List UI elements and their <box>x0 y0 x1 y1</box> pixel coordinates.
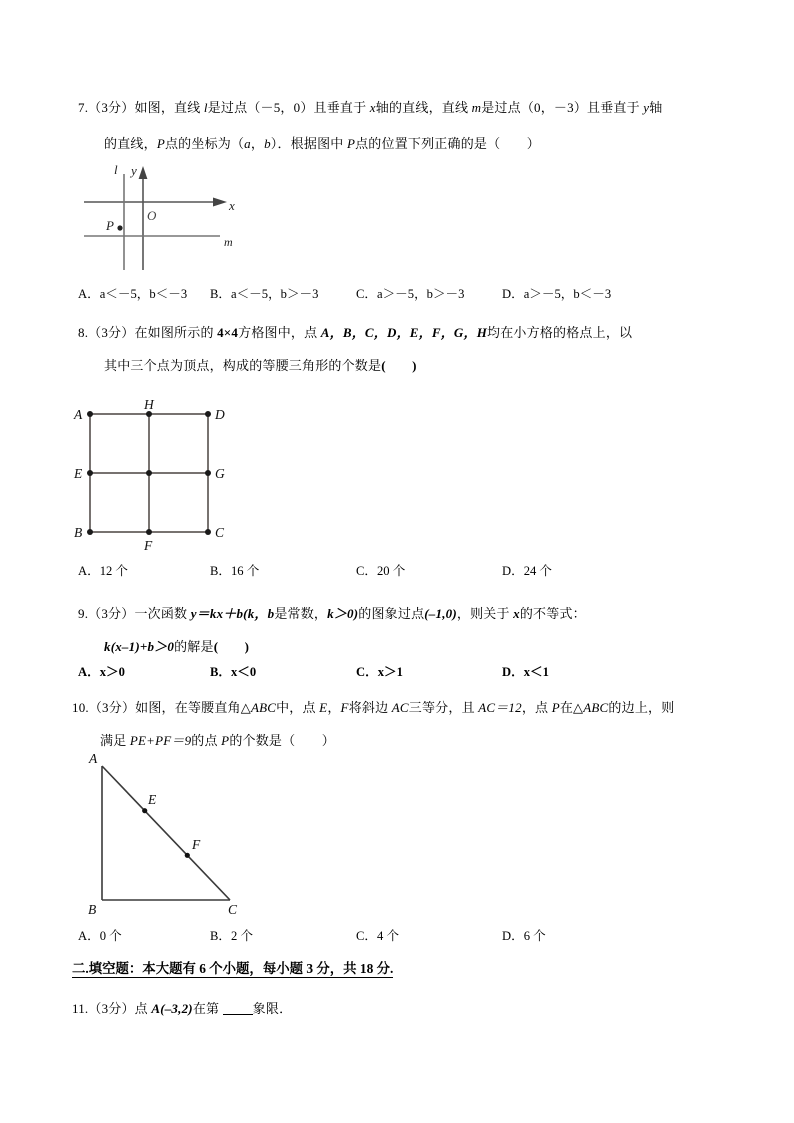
label-point-C: C <box>215 525 225 540</box>
label-point-H: H <box>144 397 154 412</box>
label-vertex-A: A <box>89 751 98 766</box>
label-point-G: G <box>215 466 225 481</box>
q8-grid-size: 4×4 <box>217 325 239 340</box>
q8-text-b: 方格图中，点 <box>238 325 321 340</box>
question-7-line-2 <box>104 131 540 157</box>
q9-l2-a: 的解是 <box>174 639 214 654</box>
q9-k-cond: k＞0) <box>327 606 359 621</box>
q11-text-b: 在第 <box>192 1001 223 1016</box>
q8-answer-paren: ( ) <box>381 358 417 373</box>
q10-option-c[interactable]: C．4 个 <box>356 929 400 943</box>
q10-condition: PE+PF＝9 <box>129 733 192 748</box>
q7-var-m: m <box>471 100 482 115</box>
label-vertex-B: B <box>88 902 97 917</box>
q10-text-f2: ，点 <box>521 700 552 715</box>
label-point-E: E <box>74 466 83 481</box>
q8-option-b[interactable]: B．16 个 <box>210 564 260 578</box>
q10-triangle-abc: ABC <box>250 700 277 715</box>
q10-point-p: P <box>551 700 560 715</box>
q10-option-d[interactable]: D．6 个 <box>502 929 546 943</box>
label-origin: O <box>147 208 157 223</box>
q8-point-list: A，B，C，D，E，F，G，H <box>320 325 488 340</box>
q7-text-c: 轴的直线，直线 <box>375 100 472 115</box>
label-point-A: A <box>74 407 83 422</box>
q7-text-a: 7.（3分）如图，直线 <box>78 100 204 115</box>
q8-text-a: 8.（3分）在如图所示的 <box>78 325 218 340</box>
figure-q8-square-grid <box>68 398 258 553</box>
q10-l2-point-p: P <box>221 733 230 748</box>
label-line-l: l <box>114 162 118 177</box>
q11-text-c: 象限． <box>252 1001 293 1016</box>
question-8-line-1 <box>78 320 632 346</box>
q9-option-a[interactable]: A．x＞0 <box>78 665 125 679</box>
label-x-axis: x <box>229 198 235 213</box>
q7-l2-a: 的直线， <box>104 136 157 151</box>
q9-option-c[interactable]: C．x＞1 <box>356 665 403 679</box>
section-header-label: 二.填空题：本大题有 6 个小题，每小题 3 分，共 18 分. <box>72 961 394 976</box>
question-9-line-2 <box>104 634 249 660</box>
q9-answer-paren: ( ) <box>213 639 250 654</box>
q7-l2-var-b: b <box>264 136 271 151</box>
q10-l2-a: 满足 <box>100 733 130 748</box>
label-line-m: m <box>224 235 233 249</box>
label-point-B: B <box>74 525 83 540</box>
label-vertex-C: C <box>228 902 238 917</box>
q7-option-d[interactable]: D．a＞－5，b＜－3 <box>502 287 612 301</box>
q8-option-c[interactable]: C．20 个 <box>356 564 406 578</box>
q7-l2-c: ， <box>250 136 265 151</box>
point-p-marker <box>117 225 122 230</box>
q10-l2-c: 的个数是（ ） <box>229 733 335 748</box>
q8-option-d[interactable]: D．24 个 <box>502 564 553 578</box>
q9-function: y＝kx＋b(k，b <box>190 606 275 621</box>
q10-text-b: 中，点 <box>276 700 320 715</box>
q10-text-a: 10.（3分）如图，在等腰直角△ <box>72 700 251 715</box>
q10-seg-ac: AC <box>391 700 409 715</box>
question-8-line-2 <box>104 353 417 379</box>
q10-text-h: 的边上，则 <box>608 700 675 715</box>
question-11-line-1 <box>72 996 292 1022</box>
q7-var-x: x <box>369 100 376 115</box>
q9-text-d: ，则关于 <box>456 606 514 621</box>
q8-text-c: 均在小方格的格点上，以 <box>487 325 633 340</box>
q8-l2-a: 其中三个点为顶点，构成的等腰三角形的个数是 <box>104 358 382 373</box>
q10-point-e: E <box>319 700 328 715</box>
q10-option-b[interactable]: B．2 个 <box>210 929 254 943</box>
q7-l2-d: ）．根据图中 <box>270 136 347 151</box>
q9-inequality: k(x–1)+b＞0 <box>104 639 175 654</box>
label-point-F: F <box>192 837 201 852</box>
q7-l2-var-p: P <box>156 136 165 151</box>
question-9-line-1 <box>78 601 586 627</box>
q7-option-b[interactable]: B．a＜－5，b＞－3 <box>210 287 319 301</box>
q10-point-f: F <box>340 700 349 715</box>
q10-triangle-abc-2: ABC <box>583 700 609 715</box>
q10-ac-length: AC＝12 <box>478 700 522 715</box>
q11-point-a: A(–3,2) <box>151 1001 193 1016</box>
figure-q10-triangle <box>80 752 260 917</box>
label-point-D: D <box>215 407 225 422</box>
q7-text-d: 是过点（0，－3）且垂直于 <box>481 100 644 115</box>
q7-var-y: y <box>643 100 650 115</box>
label-point-p: P <box>106 218 114 233</box>
point-e-marker <box>142 808 147 813</box>
q7-text-e: 轴 <box>649 100 663 115</box>
q10-text-g: 在△ <box>559 700 584 715</box>
q9-text-a: 9.（3分）一次函数 <box>78 606 191 621</box>
q7-l2-b: 点的坐标为（ <box>164 136 245 151</box>
q9-option-b[interactable]: B．x＜0 <box>210 665 257 679</box>
section-header-fill-in-blanks <box>72 958 393 977</box>
question-10-line-1 <box>72 695 674 721</box>
label-y-axis: y <box>131 163 137 178</box>
label-point-E: E <box>148 792 157 807</box>
label-point-F: F <box>144 538 153 553</box>
point-f-marker <box>185 853 190 858</box>
q9-text-b: 是常数， <box>274 606 328 621</box>
q9-option-d[interactable]: D．x＜1 <box>502 665 549 679</box>
q7-text-b: 是过点（－5，0）且垂直于 <box>207 100 370 115</box>
q10-text-d: 将斜边 <box>348 700 392 715</box>
q10-l2-b: 的点 <box>191 733 222 748</box>
q9-var-x: x <box>513 606 520 621</box>
figure-q7-coordinate-axes <box>84 162 244 272</box>
q7-l2-var-p2: P <box>346 136 356 151</box>
q10-option-a[interactable]: A．0 个 <box>78 929 122 943</box>
q7-option-a[interactable]: A．a＜－5，b＜－3 <box>78 287 188 301</box>
q9-text-e: 的不等式： <box>519 606 586 621</box>
q9-text-c: 的图象过点 <box>358 606 425 621</box>
q7-l2-var-a: a <box>244 136 251 151</box>
question-10-line-2 <box>100 728 335 754</box>
q7-var-l: l <box>203 100 208 115</box>
q10-text-e2: 三等分，且 <box>408 700 479 715</box>
q9-point: (–1,0) <box>424 606 457 621</box>
question-7-line-1 <box>78 95 662 121</box>
q8-option-a[interactable]: A．12 个 <box>78 564 129 578</box>
q11-text-a: 11.（3分）点 <box>72 1001 152 1016</box>
q11-answer-blank[interactable] <box>223 1014 253 1015</box>
q10-text-c: ， <box>327 700 341 715</box>
q7-option-c[interactable]: C．a＞－5，b＞－3 <box>356 287 465 301</box>
q7-l2-e: 点的位置下列正确的是（ ） <box>355 136 540 151</box>
